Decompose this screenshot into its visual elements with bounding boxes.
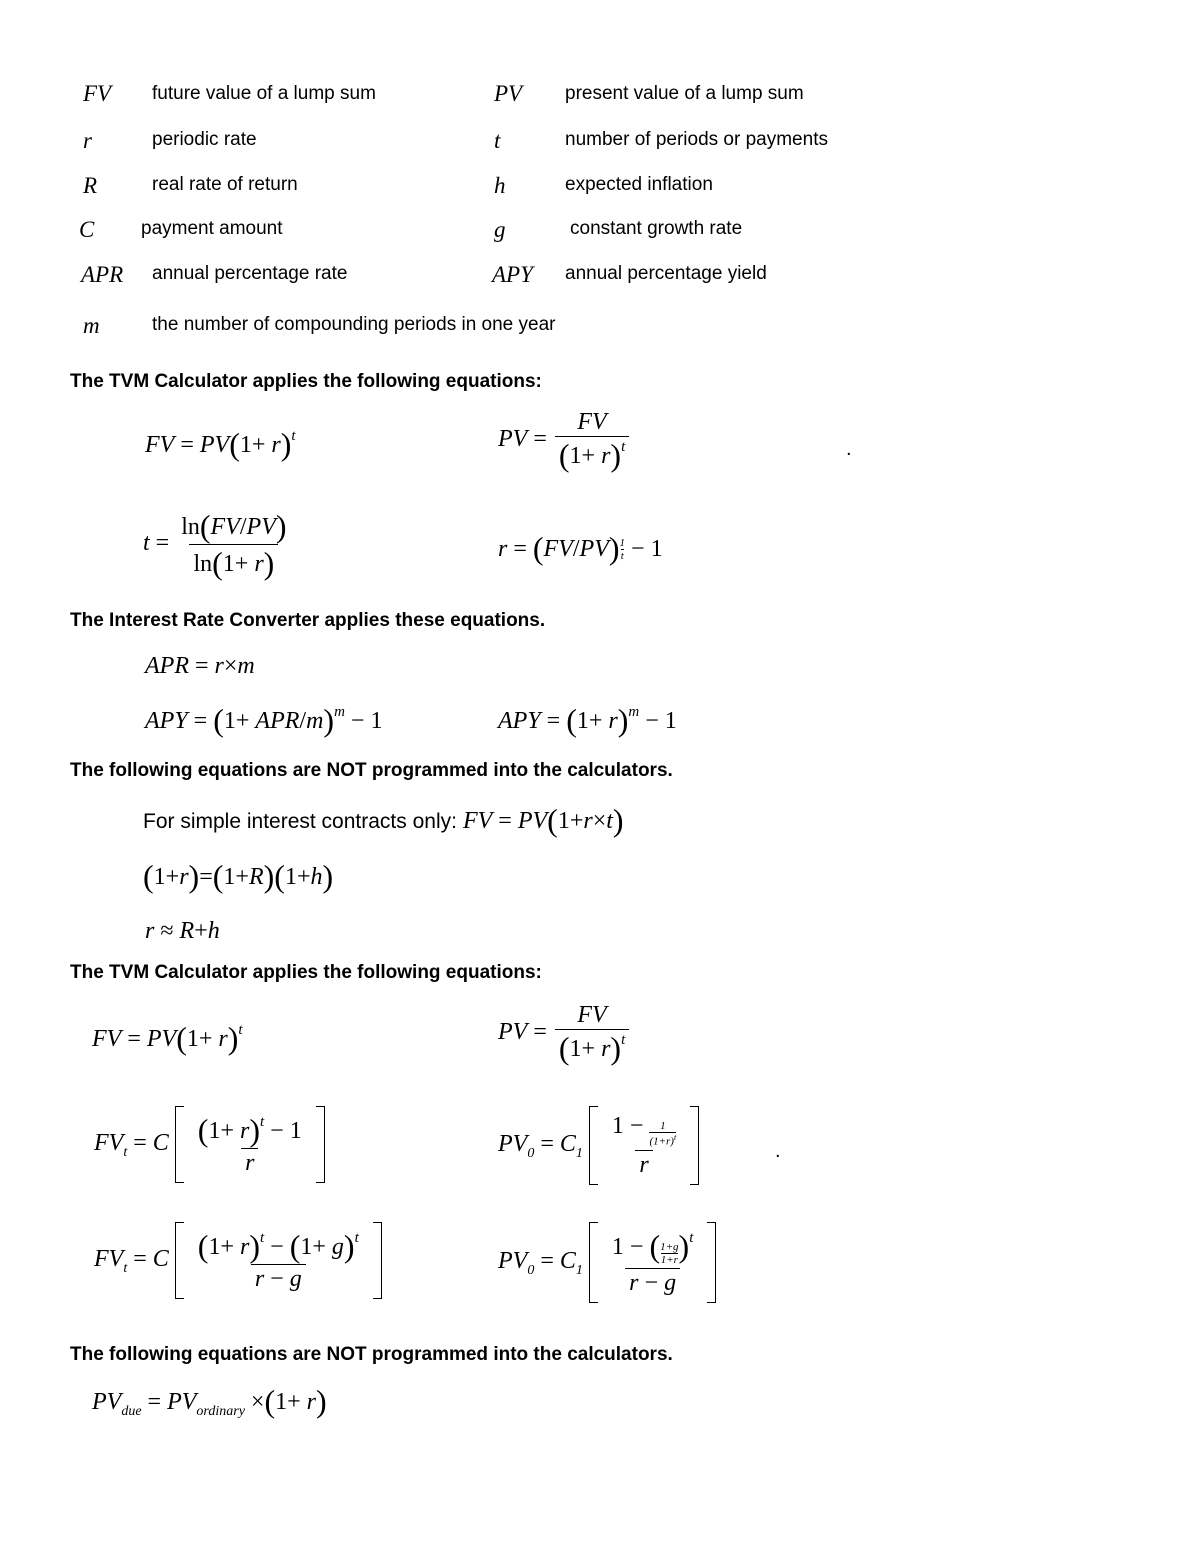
definition-apr: annual percentage rate — [152, 263, 348, 284]
heading-not-programmed-2: The following equations are NOT programmed into the calculators. — [70, 1344, 673, 1365]
symbol-R: R — [83, 173, 98, 198]
equation-pv-annuity-due: $PV_{due} = PV_{ordinary} \times(1+ r)$ — [92, 1383, 327, 1419]
equation-fv-lump-sum-2: FV = $PV(1+ r)^t$ — [92, 1020, 243, 1056]
period-mark-2: . — [775, 1140, 781, 1162]
definition-g: constant growth rate — [570, 218, 743, 239]
definition-fv: future value of a lump sum — [152, 83, 376, 104]
symbol-g: g — [494, 217, 506, 242]
period-mark: . — [846, 438, 852, 460]
equation-pv-lump-sum: PV = $\frac{FV}{(1+ r)^t}$ — [498, 410, 631, 471]
symbol-apy: APY — [492, 262, 533, 287]
symbol-h: h — [494, 173, 506, 198]
definition-C: payment amount — [141, 218, 283, 239]
equation-pv-lump-sum-2: PV = $\frac{FV}{(1+ r)^t}$ — [498, 1003, 631, 1064]
symbol-t: t — [494, 128, 501, 153]
heading-tvm-equations-2: The TVM Calculator applies the following equations: — [70, 962, 542, 983]
equation-fv-growing-annuity: $FV_t = C$ $\frac{(1+ r)^t - (1+ g)^t}{r - g}$ — [94, 1222, 382, 1299]
equation-pv-annuity: $PV_0 = C_1$ 1 − $\frac{1}{(1+r)^t}$ r — [498, 1106, 699, 1185]
symbol-m: m — [83, 313, 100, 338]
definition-R: real rate of return — [152, 174, 298, 195]
equation-pv-growing-annuity: $PV_0 = C_1$ 1 − ( $\frac{1+g}{1+r}$ )$^t$ r − g — [498, 1222, 716, 1303]
heading-interest-rate-converter: The Interest Rate Converter applies these equations. — [70, 610, 546, 631]
equation-apr: APR = r×m — [145, 653, 255, 679]
definition-r: periodic rate — [152, 129, 257, 150]
symbol-r: r — [83, 128, 92, 153]
equation-apy-from-apr: APY = (1+ APR/$m)^m - 1$ — [145, 702, 383, 738]
definition-t: number of periods or payments — [565, 129, 828, 150]
equation-fisher-approx: r ≈ R+h — [145, 918, 220, 944]
equation-t-solve: t = $\frac{\ln(FV/PV)}{\ln(1+ r)}$ — [143, 508, 287, 581]
equation-r-solve: r = (FV/PV) $\frac{1}{t}$ − 1 — [498, 530, 663, 566]
equation-apy-from-r: APY = $(1+ r)^m - 1$ — [498, 702, 677, 738]
symbol-C: C — [79, 217, 95, 242]
symbol-apr: APR — [81, 262, 124, 287]
definition-h: expected inflation — [565, 174, 713, 195]
heading-tvm-equations: The TVM Calculator applies the following equations: — [70, 371, 542, 392]
definition-apy: annual percentage yield — [565, 263, 767, 284]
symbol-pv: PV — [494, 81, 523, 106]
equation-fv-lump-sum: FV = $PV(1+ r)^t$ — [145, 426, 296, 462]
symbol-fv: FV — [83, 81, 112, 106]
equation-simple-interest: For simple interest contracts only: FV = PV(1+r×t) — [143, 802, 624, 838]
heading-not-programmed-1: The following equations are NOT programmed into the calculators. — [70, 760, 673, 781]
definition-m: the number of compounding periods in one year — [152, 314, 556, 335]
definition-pv: present value of a lump sum — [565, 83, 804, 104]
simple-interest-label: For simple interest contracts only: — [143, 810, 457, 833]
equation-fv-annuity: $FV_t = C$ $\frac{(1+ r)^t - 1}{r}$ — [94, 1106, 325, 1183]
equation-fisher: (1+r)=(1+R)(1+h) — [143, 858, 334, 894]
